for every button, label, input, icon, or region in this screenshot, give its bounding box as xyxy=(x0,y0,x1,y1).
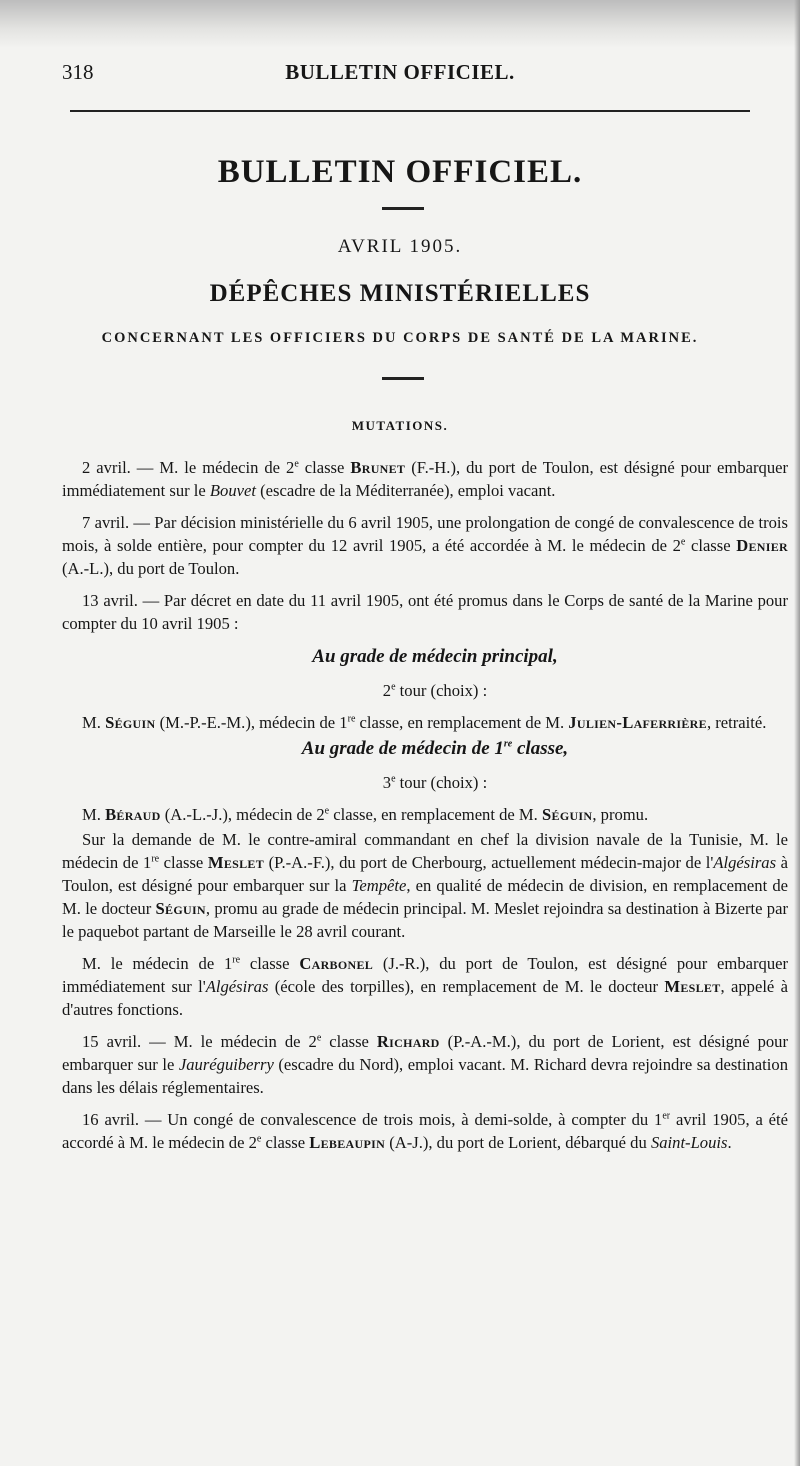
entry-paragraph: M. le médecin de 1re classe Carbonel (J.-R.), du port de Toulon, est désigné pour embarquer immédiatement sur l'Algésiras (école des torpilles), en remplacement de M. le docteur Meslet, appelé à d'autres fonctions. xyxy=(62,954,789,1019)
person-name: Séguin xyxy=(541,805,593,824)
person-name: Carbonel xyxy=(299,954,374,973)
person-name: Meslet xyxy=(664,977,721,996)
ship-name: Tempête xyxy=(351,876,407,895)
mutations-title: MUTATIONS. xyxy=(351,418,449,433)
entry-paragraph: M. Séguin (M.-P.-E.-M.), médecin de 1re classe, en remplacement de M. Julien-Laferrière, retraité. xyxy=(82,713,767,732)
title-rule xyxy=(382,207,424,210)
grade-tour: 3e tour (choix) : xyxy=(382,773,488,792)
running-title: BULLETIN OFFICIEL. xyxy=(285,60,515,84)
ship-name: Jauréguiberry xyxy=(178,1055,274,1074)
person-name: Béraud xyxy=(105,805,161,824)
entry-paragraph: M. Béraud (A.-L.-J.), médecin de 2e classe, en remplacement de M. Séguin, promu. xyxy=(82,805,649,824)
entry-paragraph: 13 avril. — Par décret en date du 11 avril 1905, ont été promus dans le Corps de santé de la Marine pour compter du 10 avril 1905 : xyxy=(62,591,788,633)
document-title: BULLETIN OFFICIEL. xyxy=(217,154,583,190)
person-name: Séguin xyxy=(105,713,156,732)
section-heading: DÉPÊCHES MINISTÉRIELLES xyxy=(209,280,591,307)
person-name: Meslet xyxy=(207,853,265,872)
ship-name: Algésiras xyxy=(205,977,269,996)
person-name: Séguin xyxy=(155,899,206,918)
entry-paragraph: 7 avril. — Par décision ministérielle du 6 avril 1905, une prolongation de congé de convalescence de trois mois, à solde entière, pour compter du 12 avril 1905, a été accordée à M. le médecin de 2e classe Denier (A.-L.), du port de Toulon. xyxy=(62,513,789,578)
running-header xyxy=(62,60,738,90)
entry-paragraph: 2 avril. — M. le médecin de 2e classe Brunet (F.-H.), du port de Toulon, est désigné pour embarquer immédiatement sur le Bouvet (escadre de la Méditerranée), emploi vacant. xyxy=(62,458,789,500)
header-rule xyxy=(70,110,750,112)
scan-right-edge xyxy=(794,0,800,1466)
scan-edge-shadow xyxy=(0,0,800,48)
person-name: Lebeaupin xyxy=(309,1133,386,1152)
ship-name: Saint-Louis xyxy=(650,1133,728,1152)
grade-heading: Au grade de médecin principal, xyxy=(312,646,558,667)
entry-paragraph: Sur la demande de M. le contre-amiral commandant en chef la division navale de la Tunisie, M. le médecin de 1re classe Meslet (P.-A.-F.), du port de Cherbourg, actuellement médecin-major de l'Algésiras à Toulon, est désigné pour embarquer sur la Tempête, en qualité de médecin de division, en remplacement de M. le docteur Séguin, promu au grade de médecin principal. M. Meslet rejoindra sa destination à Bizerte par le paquebot partant de Marseille le 28 avril courant. xyxy=(62,830,789,941)
person-name: Brunet xyxy=(350,458,406,477)
subheading-rule xyxy=(382,377,424,380)
section-subheading: CONCERNANT LES OFFICIERS DU CORPS DE SANTÉ DE LA MARINE. xyxy=(101,330,699,346)
grade-tour: 2e tour (choix) : xyxy=(382,681,488,700)
grade-heading: Au grade de médecin de 1re classe, xyxy=(301,738,569,759)
person-name: Denier xyxy=(736,536,789,555)
ship-name: Bouvet xyxy=(209,481,256,500)
page-number: 318 xyxy=(62,60,94,84)
entry-paragraph: 15 avril. — M. le médecin de 2e classe Richard (P.-A.-M.), du port de Lorient, est désigné pour embarquer sur le Jauréguiberry (escadre du Nord), emploi vacant. M. Richard devra rejoindre sa destination dans les délais réglementaires. xyxy=(62,1032,789,1097)
document-body xyxy=(62,456,788,1163)
issue-date: AVRIL 1905. xyxy=(337,236,463,257)
entry-paragraph: 16 avril. — Un congé de convalescence de trois mois, à demi-solde, à compter du 1er avril 1905, a été accordé à M. le médecin de 2e classe Lebeaupin (A-J.), du port de Lorient, débarqué du Saint-Louis. xyxy=(62,1110,789,1152)
person-name: Richard xyxy=(376,1032,440,1051)
person-name: Julien-Laferrière xyxy=(568,713,707,732)
ship-name: Algésiras xyxy=(713,853,777,872)
